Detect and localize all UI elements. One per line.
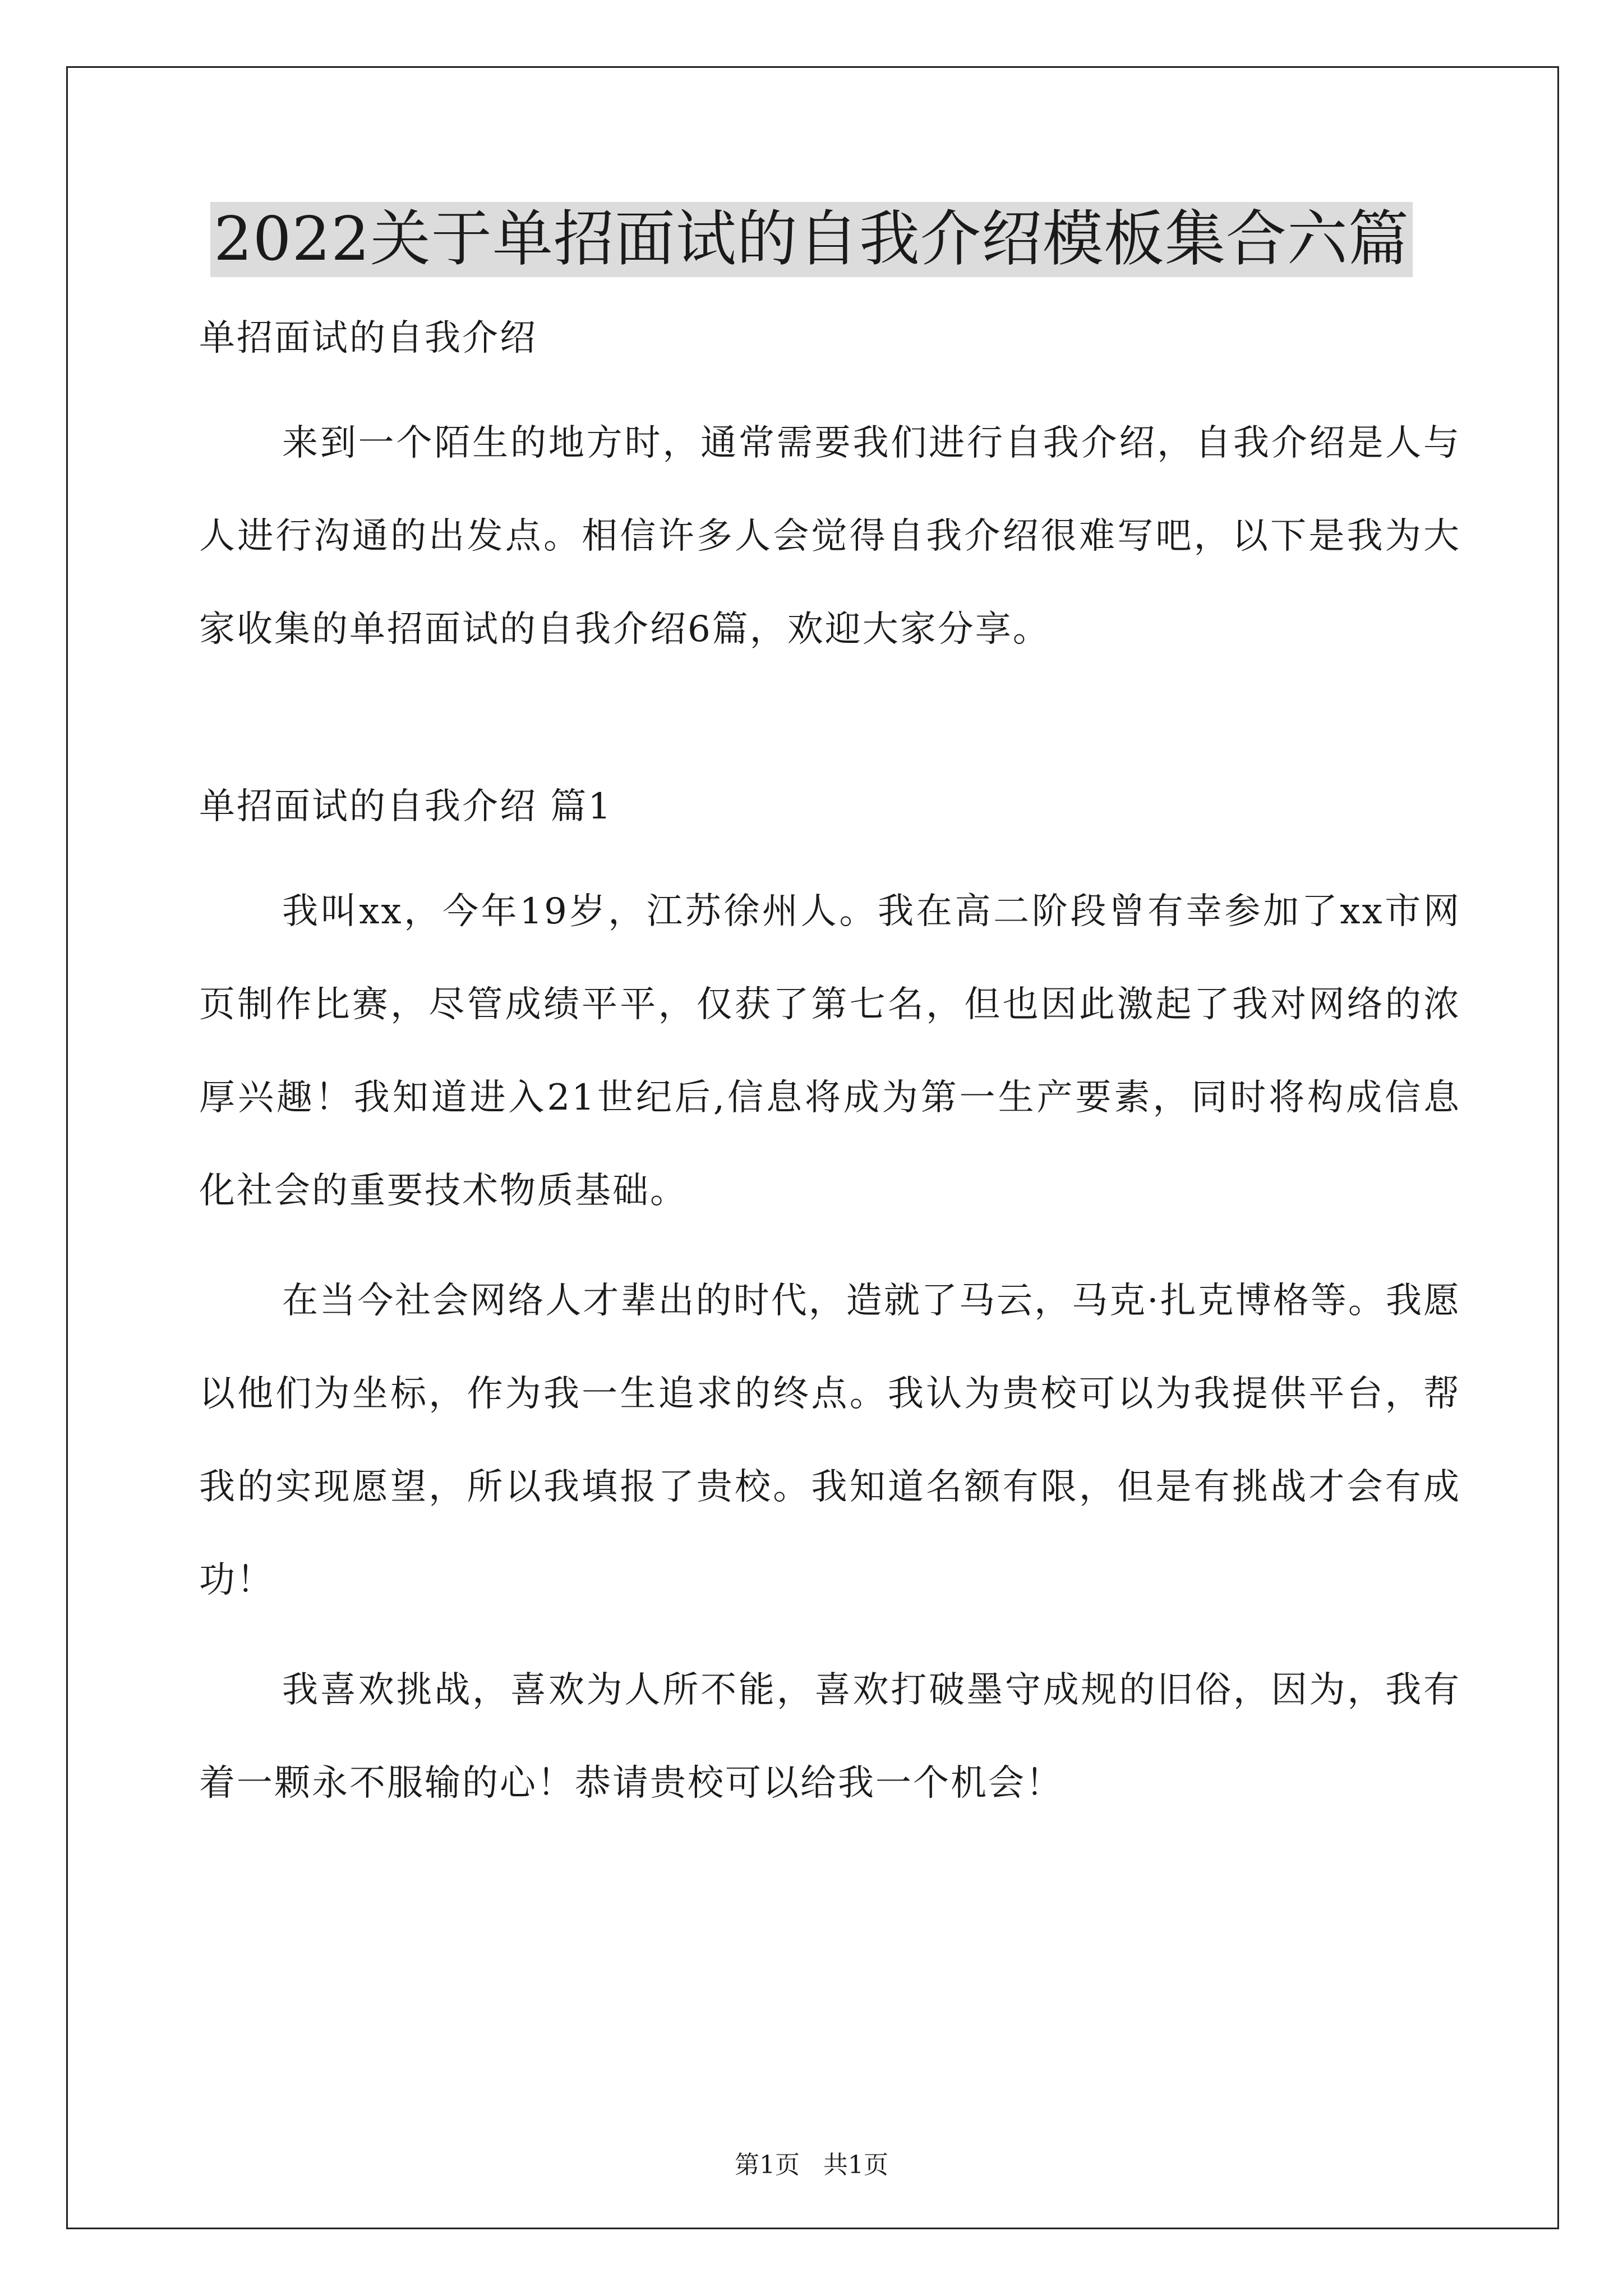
- body-paragraph: 我喜欢挑战，喜欢为人所不能，喜欢打破墨守成规的旧俗，因为，我有着一颗永不服输的心！恭请贵校可以给我一个机会！: [199, 1669, 1461, 1804]
- spacer: [199, 841, 1461, 865]
- page-total: 共1页: [823, 2151, 888, 2179]
- spacer: [199, 1237, 1461, 1254]
- intro-heading: 单招面试的自我介绍: [199, 317, 537, 359]
- body-paragraph: 在当今社会网络人才辈出的时代，造就了马云，马克·扎克博格等。我愿以他们为坐标，作为我一生追求的终点。我认为贵校可以为我提供平台，帮我的实现愿望，所以我填报了贵校。我知道名额有限，但是有挑战才会有成功！: [199, 1280, 1461, 1601]
- document-title: 2022关于单招面试的自我介绍模板集合六篇: [210, 202, 1413, 277]
- page-number: 第1页: [735, 2151, 800, 2179]
- section-heading: 单招面试的自我介绍 篇1: [199, 785, 613, 827]
- spacer: [199, 373, 1461, 397]
- spacer: [199, 676, 1461, 771]
- page-footer: [0, 2148, 1623, 2182]
- document-body: [199, 303, 1461, 1830]
- spacer: [199, 1627, 1461, 1644]
- title-container: [0, 202, 1623, 277]
- body-paragraph: 我叫xx，今年19岁，江苏徐州人。我在高二阶段曾有幸参加了xx市网页制作比赛，尽管成绩平平，仅获了第七名，但也因此激起了我对网络的浓厚兴趣！我知道进入21世纪后,信息将成为第一生产要素，同时将构成信息化社会的重要技术物质基础。: [199, 891, 1461, 1212]
- intro-paragraph: 来到一个陌生的地方时，通常需要我们进行自我介绍，自我介绍是人与人进行沟通的出发点。相信许多人会觉得自我介绍很难写吧，以下是我为大家收集的单招面试的自我介绍6篇，欢迎大家分享。: [199, 422, 1461, 650]
